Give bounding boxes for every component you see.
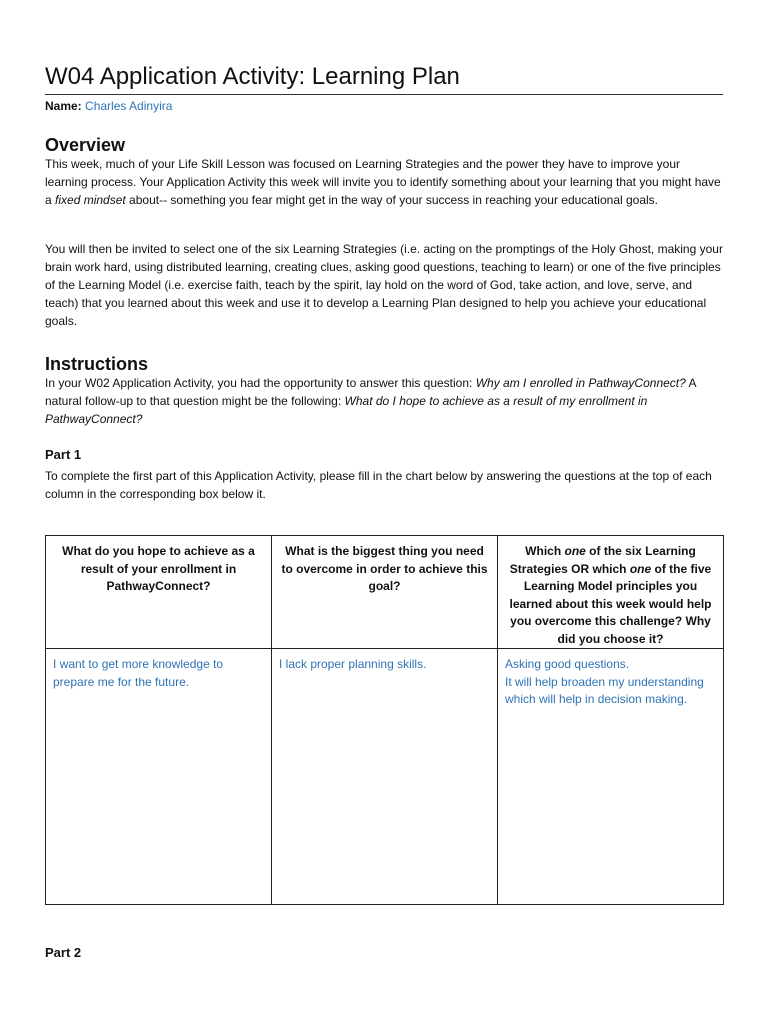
- answer-overcome[interactable]: I lack proper planning skills.: [272, 649, 498, 905]
- instructions-question-2: What do I hope to achieve as a result of my enrollment in PathwayConnect?: [45, 394, 648, 426]
- instructions-paragraph: [45, 374, 723, 428]
- chart-header-strategy-em2: one: [629, 561, 652, 576]
- instructions-heading: Instructions: [45, 354, 149, 374]
- instructions-question-1: Why am I enrolled in PathwayConnect?: [475, 376, 686, 390]
- answer-achieve[interactable]: I want to get more knowledge to prepare me for the future.: [46, 649, 272, 905]
- chart-header-strategy-b: of the six Learning Strategies OR which: [509, 544, 696, 576]
- overview-p1-emphasis: fixed mindset: [55, 193, 126, 207]
- chart-header-strategy-em1: one: [564, 544, 586, 558]
- chart-answer-row: [46, 649, 724, 905]
- student-name: Charles Adinyira: [85, 99, 173, 113]
- overview-paragraph-1: [45, 155, 723, 209]
- name-label: Name:: [45, 99, 82, 113]
- part2-heading: Part 2: [45, 945, 82, 960]
- part1-instructions: To complete the first part of this Application Activity, please fill in the chart below by answering the questions at the top of each column in the corresponding box below it.: [45, 469, 712, 501]
- instructions-text-a: In your W02 Application Activity, you had the opportunity to answer this question:: [45, 376, 476, 390]
- answer-strategy[interactable]: [498, 649, 724, 905]
- chart-header-strategy: [498, 536, 724, 649]
- learning-plan-chart: [45, 535, 724, 905]
- overview-heading: Overview: [45, 135, 126, 155]
- answer-strategy-choice: Asking good questions.: [505, 657, 630, 671]
- instructions-text-b: A natural follow-up to that question might be the following:: [45, 376, 696, 408]
- chart-header-row: [46, 536, 724, 649]
- chart-header-overcome: What is the biggest thing you need to overcome in order to achieve this goal?: [272, 536, 498, 649]
- document-title: W04 Application Activity: Learning Plan: [45, 62, 723, 95]
- part1-heading: Part 1: [45, 447, 82, 462]
- chart-header-strategy-a: Which: [525, 544, 565, 558]
- chart-header-achieve: What do you hope to achieve as a result of your enrollment in PathwayConnect?: [46, 536, 272, 649]
- chart-header-strategy-c: of the five Learning Model principles you learned about this week would help you overcome this challenge? Why did you choose it?: [509, 561, 712, 646]
- name-line: [45, 98, 172, 114]
- overview-p1-text-b: about-- something you fear might get in the way of your success in reaching your educational goals.: [125, 193, 659, 207]
- answer-strategy-reason: It will help broaden my understanding which will help in decision making.: [505, 674, 704, 706]
- overview-paragraph-2: You will then be invited to select one of the six Learning Strategies (i.e. acting on the promptings of the Holy Ghost, making your brain work hard, using distributed learning, creating clues, asking good questions, teaching to learn) or one of the five principles of the Learning Model (i.e. exercise faith, teach by the spirit, lay hold on the word of God, take action, and love, serve, and teach) that you learned about this week and use it to develop a Learning Plan designed to help you achieve your educational goals.: [45, 242, 723, 328]
- overview-p1-text-a: This week, much of your Life Skill Lesson was focused on Learning Strategies and the power they have to improve your learning process. Your Application Activity this week will invite you to identify something about your learning that you might have a: [45, 157, 721, 207]
